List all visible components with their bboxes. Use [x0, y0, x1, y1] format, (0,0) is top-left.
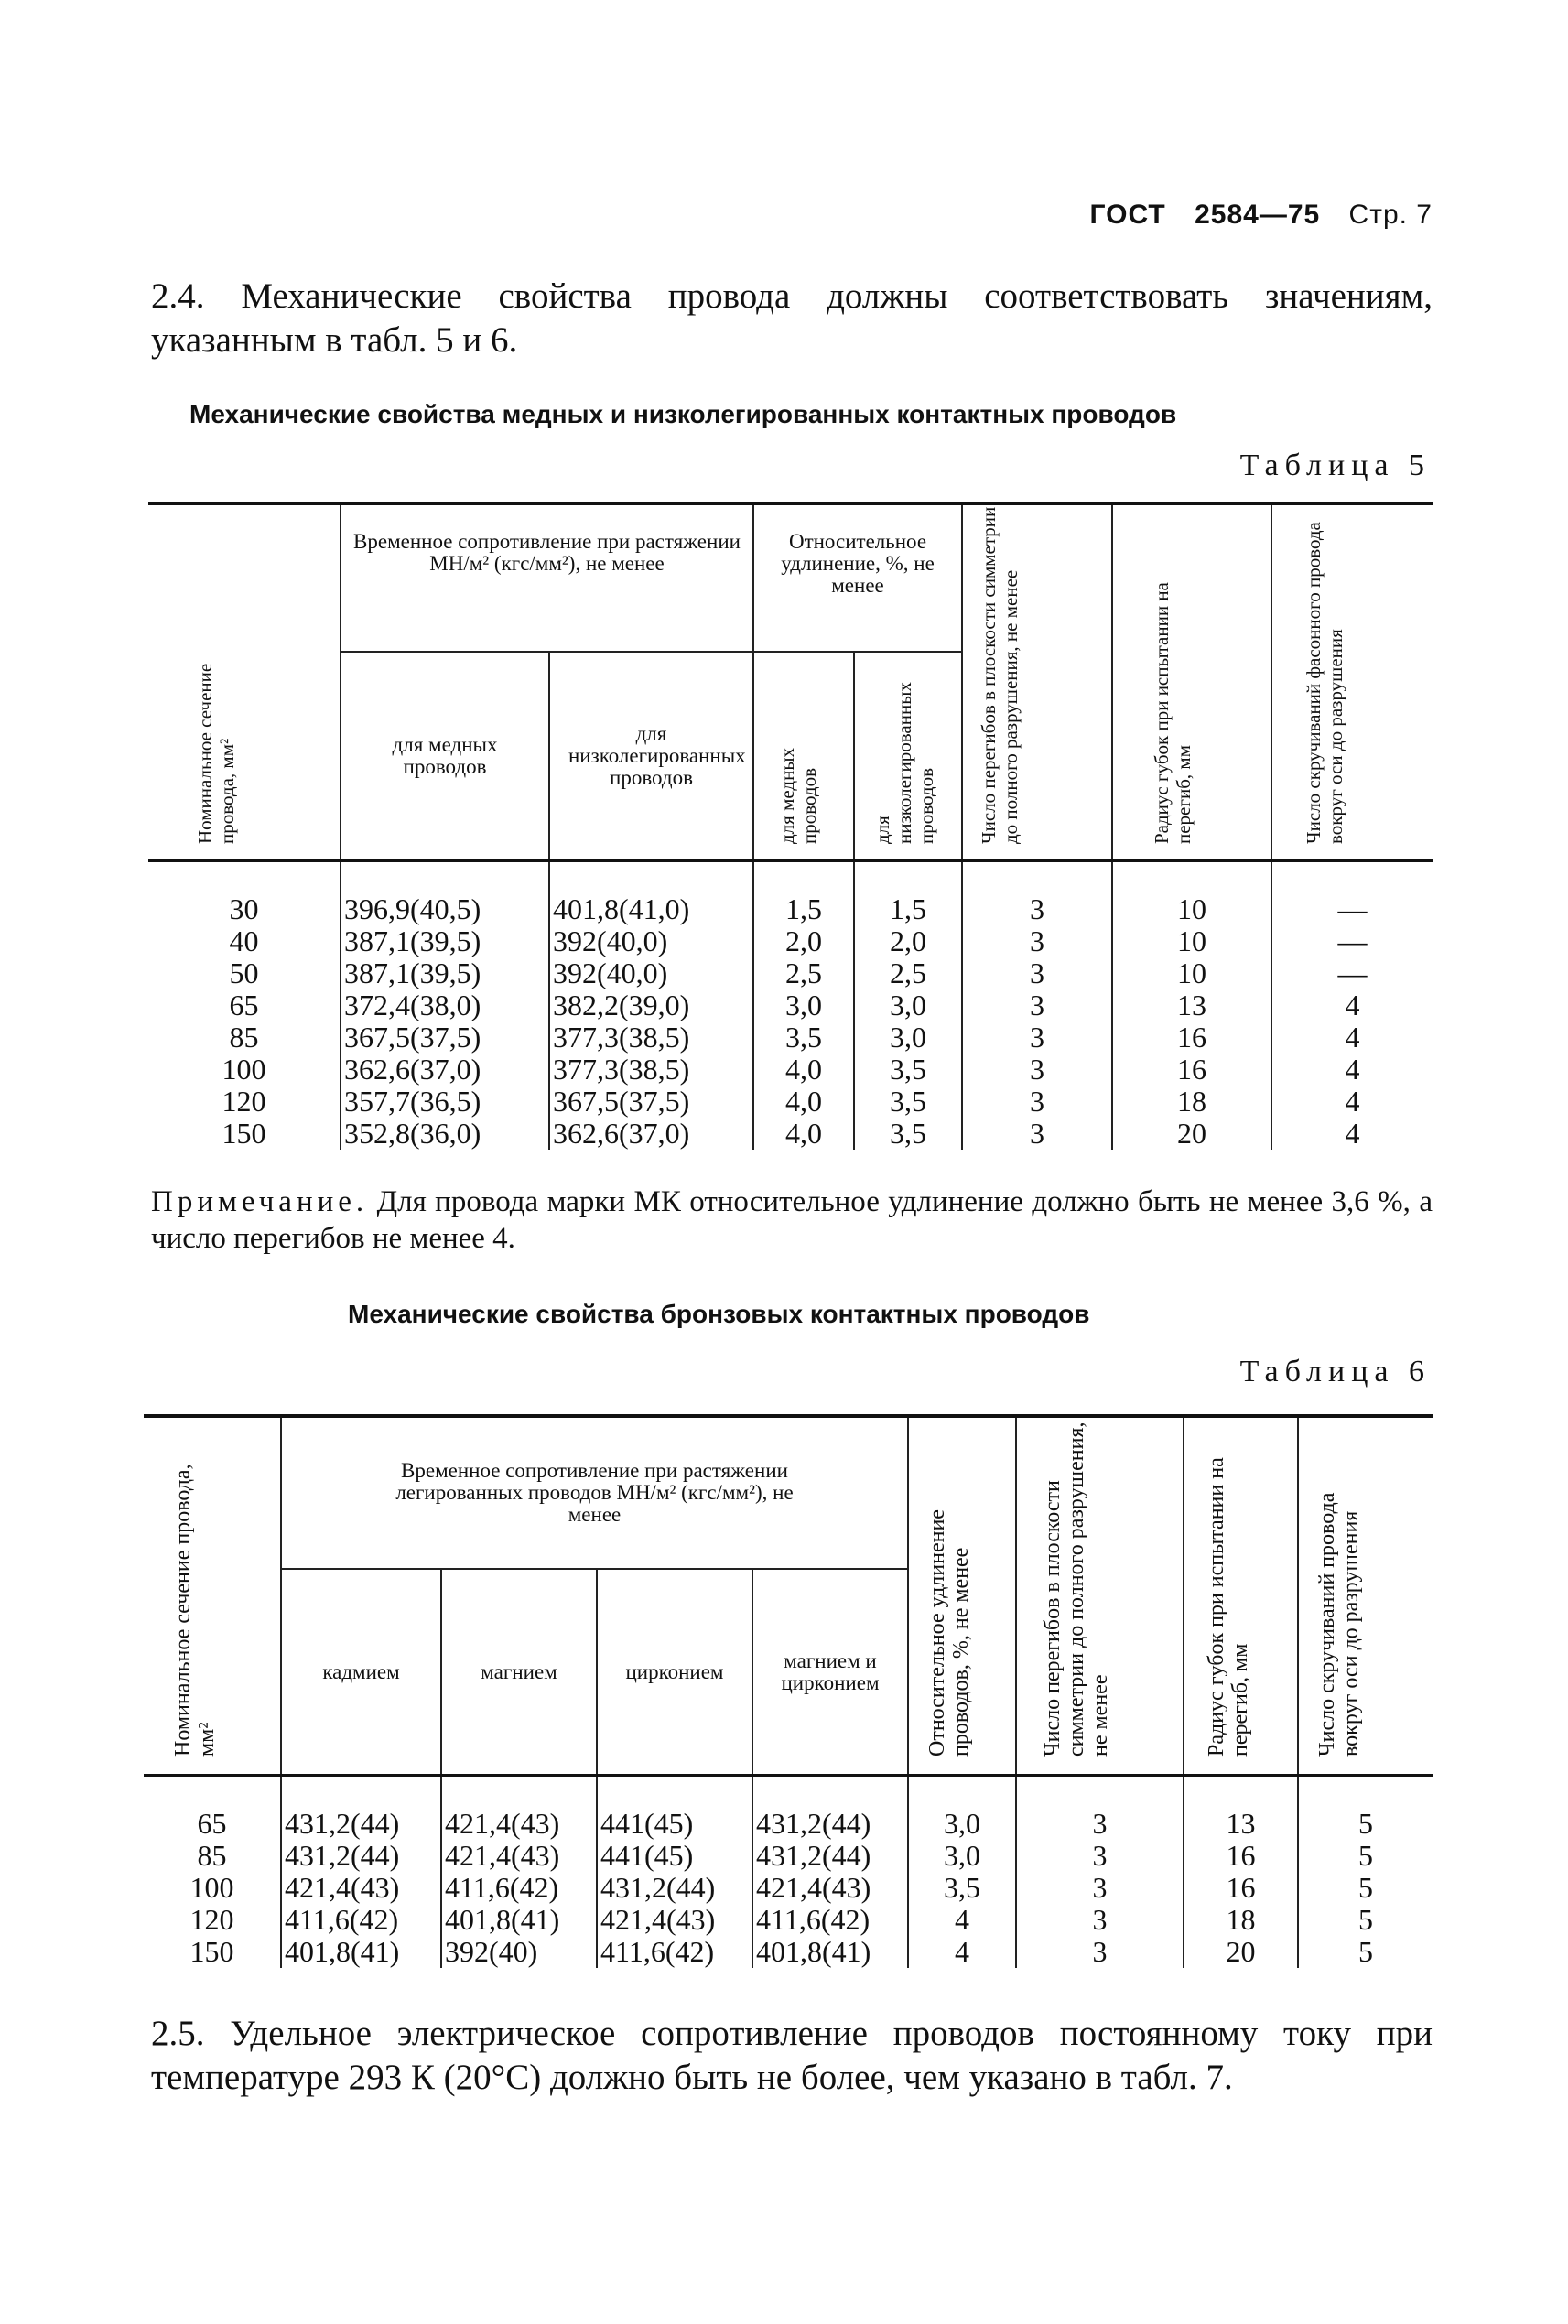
cell: 13	[1112, 989, 1271, 1021]
cell: 5	[1298, 1840, 1433, 1872]
cell: 3,5	[908, 1872, 1016, 1904]
cell: 3	[962, 925, 1112, 957]
t5-header-elong-lowalloy-text: для низколегированных проводов	[871, 682, 937, 844]
note-text: Для провода марки МК относительное удлинение должно быть не менее 3,6 %, а число перегибов не менее 4.	[151, 1185, 1433, 1255]
t6-header-radius-text: Радиус губок при испытании на перегиб, мм	[1204, 1457, 1252, 1757]
cell: 1,5	[854, 861, 962, 926]
cell: 10	[1112, 861, 1271, 926]
t5-header-section	[148, 503, 341, 861]
cell: 5	[1298, 1776, 1433, 1841]
header-page: Стр. 7	[1348, 200, 1433, 230]
table-row	[148, 861, 1433, 926]
cell: 4	[1271, 1118, 1433, 1150]
t6-header-section-text: Номинальное сечение провода, мм²	[170, 1464, 219, 1757]
cell: 387,1(39,5)	[341, 925, 549, 957]
t5-header-elong-copper-text: для медных проводов	[776, 748, 820, 844]
cell: 120	[222, 1085, 266, 1118]
cell: 100	[222, 1053, 266, 1086]
t6-header-twists-text: Число скручиваний провода вокруг оси до разрушения	[1315, 1492, 1364, 1757]
t5-header-section-text: Номинальное сечение провода, мм²	[193, 663, 238, 844]
cell: 401,8(41)	[281, 1936, 441, 1968]
cell: 411,6(42)	[441, 1872, 597, 1904]
table-row	[144, 1936, 1433, 1968]
t6-header-bends-text: Число перегибов в плоскости симметрии до полного разрушения, не менее	[1040, 1421, 1112, 1757]
table-5	[148, 502, 1433, 1150]
cell: 396,9(40,5)	[341, 861, 549, 926]
cell: 3	[962, 1054, 1112, 1086]
t5-header-radius	[1112, 503, 1271, 861]
cell: 3	[1016, 1840, 1184, 1872]
cell: 4	[1271, 1021, 1433, 1054]
table-row	[148, 1054, 1433, 1086]
t5-header-elong-copper	[753, 652, 854, 861]
cell: 411,6(42)	[752, 1904, 908, 1936]
cell: 3,0	[908, 1776, 1016, 1841]
t5-header-twists	[1271, 503, 1433, 861]
cell: 421,4(43)	[752, 1872, 908, 1904]
t6-header-elong-text: Относительное удлинение проводов, %, не менее	[925, 1509, 974, 1757]
t5-header-strength-group: Временное сопротивление при растяжении МН/м² (кгс/мм²), не менее	[341, 503, 753, 652]
cell: 3,5	[854, 1054, 962, 1086]
cell: 362,6(37,0)	[549, 1118, 753, 1150]
cell: 4,0	[753, 1086, 854, 1118]
cell: 431,2(44)	[752, 1840, 908, 1872]
cell: 3	[962, 1118, 1112, 1150]
cell: 2,0	[753, 925, 854, 957]
cell: 352,8(36,0)	[341, 1118, 549, 1150]
cell: 3	[962, 1086, 1112, 1118]
paragraph-2-4: 2.4. Механические свойства провода должны соответствовать значениям, указанным в табл. 5 и 6.	[151, 276, 1433, 360]
cell: 18	[1112, 1086, 1271, 1118]
cell: 16	[1184, 1840, 1298, 1872]
t6-header-radius	[1184, 1416, 1298, 1776]
cell: 431,2(44)	[281, 1840, 441, 1872]
table-row	[148, 925, 1433, 957]
table-row	[148, 1118, 1433, 1150]
cell: 421,4(43)	[281, 1872, 441, 1904]
header-number: 2584—75	[1195, 200, 1321, 230]
cell: 367,5(37,5)	[341, 1021, 549, 1054]
cell: 4	[1271, 989, 1433, 1021]
cell: 20	[1112, 1118, 1271, 1150]
cell: 3	[1016, 1904, 1184, 1936]
cell: —	[1271, 925, 1433, 957]
t5-header-elong-lowalloy	[854, 652, 962, 861]
t5-header-elong-group: Относительное удлинение, %, не менее	[753, 503, 962, 652]
t6-header-mag-zirc: магнием и цирконием	[752, 1569, 908, 1775]
table6-label: Таблица 6	[1239, 1355, 1431, 1389]
cell: 4	[908, 1904, 1016, 1936]
cell: 421,4(43)	[597, 1904, 752, 1936]
cell: 357,7(36,5)	[341, 1086, 549, 1118]
cell: 4,0	[753, 1054, 854, 1086]
t6-header-strength-group: Временное сопротивление при растяжении легированных проводов МН/м² (кгс/мм²), не менее	[281, 1416, 908, 1569]
cell: 392(40,0)	[549, 957, 753, 989]
table-row	[144, 1776, 1433, 1841]
cell: 441(45)	[597, 1776, 752, 1841]
cell: 392(40)	[441, 1936, 597, 1968]
cell: 2,5	[854, 957, 962, 989]
cell: 3,5	[854, 1086, 962, 1118]
cell: 4,0	[753, 1118, 854, 1150]
table-row	[144, 1872, 1433, 1904]
cell: 3	[1016, 1776, 1184, 1841]
cell: 4	[1271, 1086, 1433, 1118]
cell: 3	[1016, 1936, 1184, 1968]
cell: 401,8(41)	[441, 1904, 597, 1936]
table5-label: Таблица 5	[1239, 449, 1431, 482]
table-6	[144, 1414, 1433, 1968]
page-header	[1090, 200, 1433, 231]
t6-header-magnesium: магнием	[441, 1569, 597, 1775]
cell: 382,2(39,0)	[549, 989, 753, 1021]
t5-header-radius-text: Радиус губок при испытании на перегиб, мм	[1151, 582, 1195, 844]
cell: 372,4(38,0)	[341, 989, 549, 1021]
cell: 65	[197, 1807, 227, 1840]
t5-header-strength-lowalloy: для низколегированных проводов	[549, 652, 753, 861]
table5-caption: Механические свойства медных и низколегированных контактных проводов	[189, 400, 1177, 428]
cell: 4	[908, 1936, 1016, 1968]
cell: 16	[1112, 1054, 1271, 1086]
cell: 1,5	[753, 861, 854, 926]
cell: 387,1(39,5)	[341, 957, 549, 989]
table-row	[148, 1086, 1433, 1118]
cell: 3,0	[854, 989, 962, 1021]
cell: 40	[229, 924, 259, 957]
note-label: Примечание.	[151, 1185, 369, 1218]
header-gost: ГОСТ	[1089, 200, 1166, 230]
cell: 3	[962, 1021, 1112, 1054]
cell: 3,5	[854, 1118, 962, 1150]
t5-header-strength-copper: для медных проводов	[341, 652, 549, 861]
cell: 4	[1271, 1054, 1433, 1086]
cell: 13	[1184, 1776, 1298, 1841]
cell: 411,6(42)	[281, 1904, 441, 1936]
table6-caption: Механические свойства бронзовых контактных проводов	[348, 1300, 1090, 1328]
cell: 3,5	[753, 1021, 854, 1054]
cell: —	[1271, 957, 1433, 989]
cell: —	[1271, 861, 1433, 926]
cell: 421,4(43)	[441, 1840, 597, 1872]
t5-header-bends	[962, 503, 1112, 861]
cell: 431,2(44)	[597, 1872, 752, 1904]
cell: 30	[229, 892, 259, 925]
cell: 100	[189, 1871, 234, 1904]
t6-header-zirconium: цирконием	[597, 1569, 752, 1775]
t6-header-elong	[908, 1416, 1016, 1776]
cell: 3	[962, 957, 1112, 989]
t6-header-bends	[1016, 1416, 1184, 1776]
cell: 2,5	[753, 957, 854, 989]
t6-header-cadmium: кадмием	[281, 1569, 441, 1775]
cell: 16	[1112, 1021, 1271, 1054]
cell: 441(45)	[597, 1840, 752, 1872]
paragraph-2-5: 2.5. Удельное электрическое сопротивление проводов постоянному току при температуре 293 К (20°С) должно быть не более, чем указано в табл. 7.	[151, 2014, 1433, 2097]
t5-header-bends-text: Число перегибов в плоскости симметрии до полного разрушения, не менее	[978, 506, 1022, 844]
cell: 85	[229, 1021, 259, 1054]
cell: 3,0	[854, 1021, 962, 1054]
cell: 3,0	[753, 989, 854, 1021]
cell: 18	[1184, 1904, 1298, 1936]
cell: 431,2(44)	[752, 1776, 908, 1841]
cell: 411,6(42)	[597, 1936, 752, 1968]
cell: 50	[229, 957, 259, 989]
cell: 421,4(43)	[441, 1776, 597, 1841]
cell: 401,8(41)	[752, 1936, 908, 1968]
cell: 431,2(44)	[281, 1776, 441, 1841]
cell: 150	[189, 1935, 234, 1968]
table-row	[148, 957, 1433, 989]
cell: 2,0	[854, 925, 962, 957]
t5-header-twists-text: Число скручиваний фасонного провода вокруг оси до разрушения	[1302, 522, 1346, 844]
cell: 401,8(41,0)	[549, 861, 753, 926]
cell: 85	[197, 1839, 227, 1872]
cell: 16	[1184, 1872, 1298, 1904]
cell: 3	[962, 861, 1112, 926]
cell: 10	[1112, 925, 1271, 957]
cell: 377,3(38,5)	[549, 1054, 753, 1086]
table-row	[148, 1021, 1433, 1054]
cell: 5	[1298, 1936, 1433, 1968]
table-row	[144, 1840, 1433, 1872]
table-row	[144, 1904, 1433, 1936]
t6-header-section	[144, 1416, 281, 1776]
cell: 150	[222, 1117, 266, 1150]
cell: 392(40,0)	[549, 925, 753, 957]
table5-note	[151, 1184, 1433, 1257]
cell: 3	[962, 989, 1112, 1021]
cell: 120	[189, 1903, 234, 1936]
cell: 3	[1016, 1872, 1184, 1904]
table-row	[148, 989, 1433, 1021]
cell: 5	[1298, 1904, 1433, 1936]
cell: 10	[1112, 957, 1271, 989]
cell: 3,0	[908, 1840, 1016, 1872]
t6-header-twists	[1298, 1416, 1433, 1776]
cell: 367,5(37,5)	[549, 1086, 753, 1118]
cell: 20	[1184, 1936, 1298, 1968]
cell: 5	[1298, 1872, 1433, 1904]
cell: 362,6(37,0)	[341, 1054, 549, 1086]
cell: 377,3(38,5)	[549, 1021, 753, 1054]
cell: 65	[229, 989, 259, 1021]
